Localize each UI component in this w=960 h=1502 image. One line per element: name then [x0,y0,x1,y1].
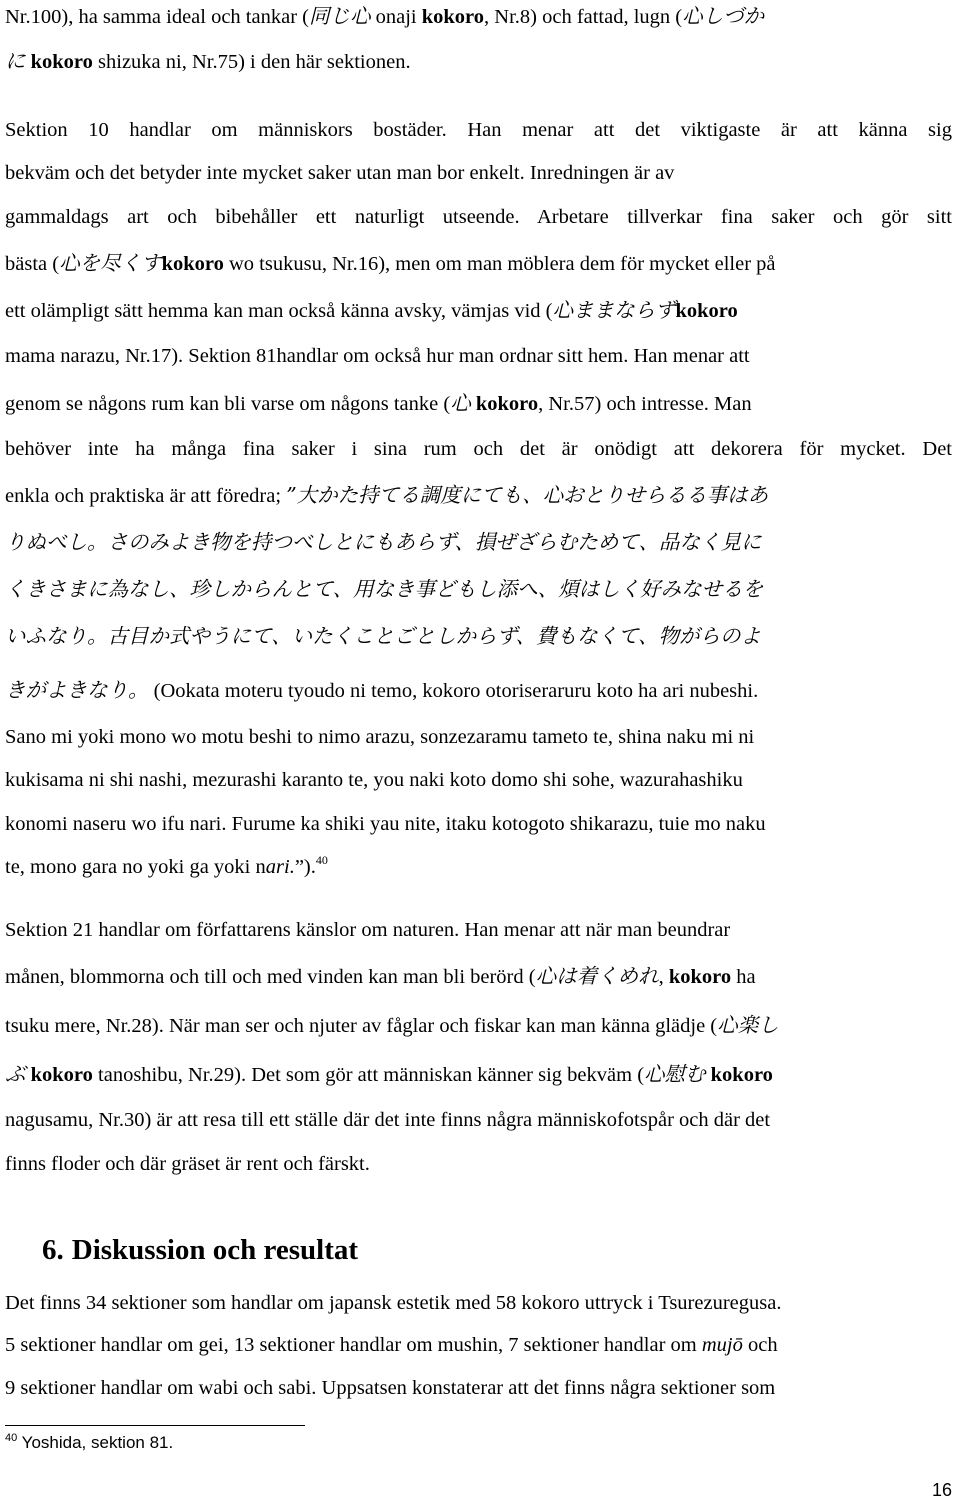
body-line: に kokoro shizuka ni, Nr.75) i den här sektionen. [5,49,411,73]
body-line: te, mono gara no yoki ga yoki nari.”).$^{40}$ [5,853,328,878]
body-line: Det finns 34 sektioner som handlar om japansk estetik med 58 kokoro uttryck i Tsurezuregusa. [5,1292,782,1314]
body-line: gammaldags art och bibehåller ett naturligt utseende. Arbetare tillverkar fina saker och gör sitt [5,206,952,228]
section-number: 6. [42,1234,64,1266]
body-line: behöver inte ha många fina saker i sina rum och det är onödigt att dekorera för mycket. Det [5,438,952,460]
body-line: mama narazu, Nr.17). Sektion 81handlar om också hur man ordnar sitt hem. Han menar att [5,345,750,367]
body-line: Sektion 21 handlar om författarens känslor om naturen. Han menar att när man beundrar [5,919,731,941]
body-line: bekväm och det betyder inte mycket saker utan man bor enkelt. Inredningen är av [5,162,675,184]
page-number: 16 [931,1480,952,1500]
body-line: genom se någons rum kan bli varse om någons tanke (心 kokoro, Nr.57) och intresse. Man [5,391,752,415]
quote-line-japanese: りぬべし。さのみよき物を持つべしとにもあらず、損ぜざらむためて、品なく見に [5,530,762,554]
quote-line-japanese: いふなり。古目か式やうにて、いたくことごとしからず、費もなくて、物がらのよ [5,624,762,648]
body-line: Sektion 10 handlar om människors bostäder. Han menar att det viktigaste är att känna sig [5,119,952,141]
body-line: 9 sektioner handlar om wabi och sabi. Uppsatsen konstaterar att det finns några sektioner som [5,1377,776,1399]
body-line: bästa (心を尽くすkokoro wo tsukusu, Nr.16), men om man möblera dem för mycket eller på [5,251,776,275]
body-line: ett olämpligt sätt hemma kan man också känna avsky, vämjas vid (心ままならずkokoro [5,298,738,322]
body-line: Nr.100), ha samma ideal och tankar (同じ心 onaji kokoro, Nr.8) och fattad, lugn (心しづか [5,4,765,28]
body-line: Sano mi yoki mono wo motu beshi to nimo arazu, sonzezaramu tameto te, shina naku mi ni [5,726,755,748]
body-line: konomi naseru wo ifu nari. Furume ka shiki yau nite, itaku kotogoto shikarazu, tuie mo naku [5,813,766,835]
body-line: ぶ kokoro tanoshibu, Nr.29). Det som gör att människan känner sig bekväm (心慰む kokoro [5,1062,773,1086]
quote-line-japanese: くきさまに為なし、珍しからんとて、用なき事どもし添へ、煩はしく好みなせるを [5,577,764,601]
footnote-mark: 40 [5,1432,18,1444]
body-line: nagusamu, Nr.30) är att resa till ett ställe där det inte finns några människofotspår och där det [5,1109,771,1131]
body-line: kukisama ni shi nashi, mezurashi karanto te, you naki koto domo shi sohe, wazurahashiku [5,769,743,791]
body-line: 5 sektioner handlar om gei, 13 sektioner handlar om mushin, 7 sektioner handlar om mujō och [5,1334,778,1356]
section-title: Diskussion och resultat [71,1234,359,1266]
body-line: tsuku mere, Nr.28). När man ser och njuter av fåglar och fiskar kan man känna glädje (心楽し [5,1013,779,1037]
footnote [5,1432,173,1454]
footnote-text: Yoshida, sektion 81. [17,1433,174,1452]
footnote-ref: 40 [315,853,328,867]
body-line: månen, blommorna och till och med vinden kan man bli berörd (心は着くめれ, kokoro ha [5,964,756,988]
section-heading [42,1232,358,1268]
body-line: きがよきなり。 (Ookata moteru tyoudo ni temo, kokoro otoriseraruru koto ha ari nubeshi. [5,678,759,702]
footnote-divider [5,1425,305,1426]
body-line: enkla och praktiska är att föredra; ”大かた持てる調度にても、心おとりせらるる事はあ [5,483,769,507]
body-line: finns floder och där gräset är rent och färskt. [5,1153,370,1175]
